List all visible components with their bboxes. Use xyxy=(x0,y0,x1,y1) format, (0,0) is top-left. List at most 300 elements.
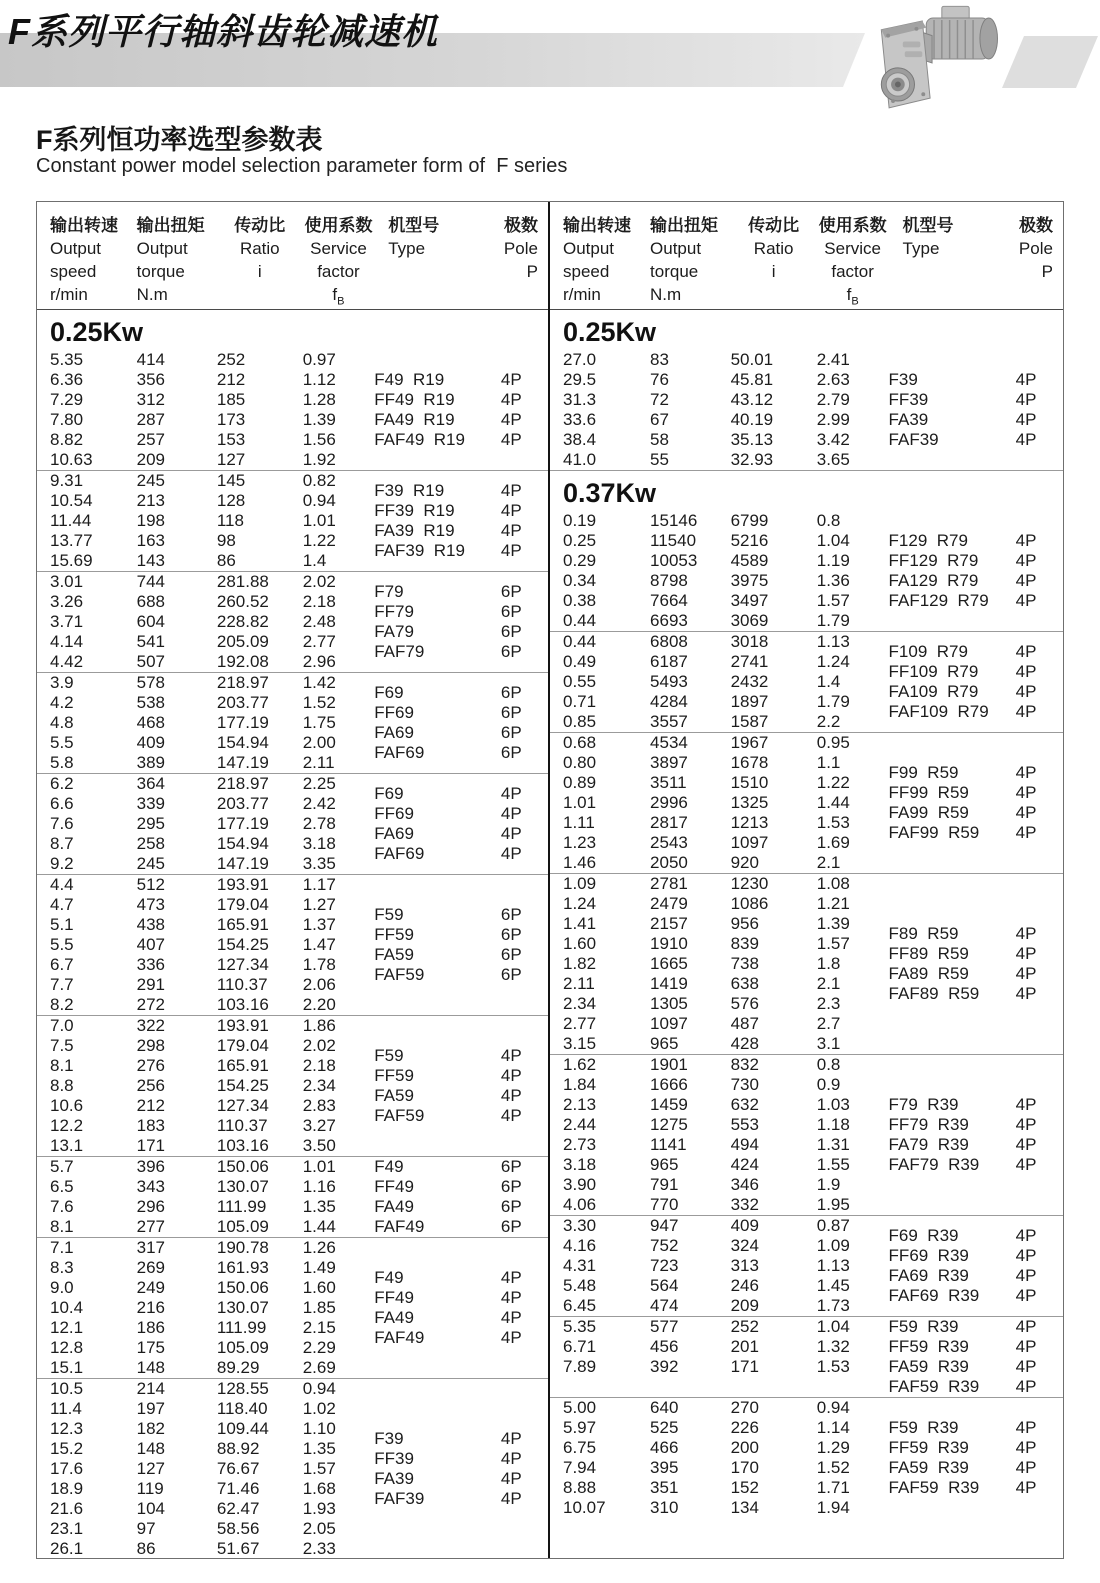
type-value: FAF49 xyxy=(374,1328,425,1347)
data-column xyxy=(731,1398,817,1518)
cell-value: 3.65 xyxy=(816,450,850,469)
pole-value: 4P xyxy=(500,784,522,803)
header-service-factor xyxy=(303,214,375,313)
cell-value: 1.22 xyxy=(816,773,850,792)
type-column xyxy=(889,511,1012,631)
cell-value: 1.44 xyxy=(302,1217,336,1236)
header-pole-unit: P xyxy=(1041,262,1053,281)
cell-value: 576 xyxy=(730,994,759,1013)
cell-value: 1.93 xyxy=(302,1499,336,1518)
type-value: FA59 xyxy=(374,1086,414,1105)
cell-value: 1.39 xyxy=(302,410,336,429)
cell-value: 541 xyxy=(136,632,166,651)
cell-value: 1910 xyxy=(650,934,688,953)
data-column xyxy=(731,1216,817,1316)
header-factor-zh: 使用系数 xyxy=(304,216,373,235)
cell-value: 1.53 xyxy=(816,813,850,832)
cell-value: 148 xyxy=(136,1358,166,1377)
pole-value: 4P xyxy=(500,501,522,520)
cell-value: 298 xyxy=(136,1036,166,1055)
type-value: FA99 R59 xyxy=(888,803,969,822)
data-column xyxy=(37,774,137,874)
type-column xyxy=(374,1238,497,1378)
type-value: FA69 xyxy=(374,824,414,843)
cell-value: 1.01 xyxy=(563,793,597,812)
cell-value: 1.26 xyxy=(302,1238,336,1257)
cell-value: 1.36 xyxy=(816,571,850,590)
cell-value: 473 xyxy=(136,895,166,914)
parameter-group xyxy=(37,773,548,874)
pole-value: 4P xyxy=(1015,1357,1037,1376)
data-column xyxy=(817,632,889,732)
pole-value: 4P xyxy=(500,1086,522,1105)
cell-value: 1.94 xyxy=(816,1498,850,1517)
cell-value: 346 xyxy=(730,1175,759,1194)
cell-value: 291 xyxy=(136,975,166,994)
data-column xyxy=(550,511,650,631)
factor-symbol: f xyxy=(332,285,338,304)
header-type xyxy=(374,214,497,313)
cell-value: 7.1 xyxy=(50,1238,74,1257)
cell-value: 55 xyxy=(650,450,669,469)
header-factor-unit xyxy=(817,283,889,313)
pole-value: 4P xyxy=(1015,1458,1037,1477)
header-torque-unit: N.m xyxy=(650,285,682,304)
cell-value: 2.78 xyxy=(302,814,336,833)
type-value: FA59 xyxy=(374,945,414,964)
cell-value: 2.83 xyxy=(302,1096,336,1115)
cell-value: 965 xyxy=(650,1034,679,1053)
data-column xyxy=(303,350,375,470)
cell-value: 165.91 xyxy=(216,1056,269,1075)
cell-value: 3.27 xyxy=(302,1116,336,1135)
cell-value: 310 xyxy=(650,1498,679,1517)
motor-body xyxy=(926,6,997,59)
power-section xyxy=(550,470,1063,1518)
pole-value: 4P xyxy=(1015,682,1037,701)
cell-value: 4.06 xyxy=(563,1195,597,1214)
pole-value: 4P xyxy=(1015,370,1037,389)
pole-value: 4P xyxy=(500,1429,522,1448)
cell-value: 2.44 xyxy=(563,1115,597,1134)
cell-value: 62.47 xyxy=(216,1499,260,1518)
cell-value: 51.67 xyxy=(216,1539,260,1558)
data-column xyxy=(303,875,375,1015)
parameter-group xyxy=(550,1397,1063,1518)
cell-value: 150.06 xyxy=(216,1278,269,1297)
table-body-right xyxy=(550,310,1063,1558)
cell-value: 7.94 xyxy=(563,1458,597,1477)
cell-value: 0.71 xyxy=(563,692,597,711)
cell-value: 351 xyxy=(650,1478,679,1497)
cell-value: 0.94 xyxy=(302,491,336,510)
cell-value: 86 xyxy=(136,1539,156,1558)
cell-value: 6.45 xyxy=(563,1296,597,1315)
pole-value: 4P xyxy=(1015,1418,1037,1437)
type-value: FAF89 R59 xyxy=(888,984,980,1003)
pole-value: 4P xyxy=(500,370,522,389)
gearmotor-product-photo xyxy=(852,2,1018,120)
cell-value: 5.97 xyxy=(563,1418,597,1437)
cell-value: 688 xyxy=(136,592,166,611)
cell-value: 791 xyxy=(650,1175,679,1194)
cell-value: 8.8 xyxy=(50,1076,74,1095)
cell-value: 11.4 xyxy=(50,1399,82,1418)
data-column xyxy=(550,874,650,1054)
data-column xyxy=(137,1016,217,1156)
factor-symbol: f xyxy=(846,285,852,304)
pole-column xyxy=(1012,350,1063,470)
type-value: FAF59 xyxy=(374,965,425,984)
cell-value: 638 xyxy=(730,974,759,993)
cell-value: 10.4 xyxy=(50,1298,84,1317)
cell-value: 270 xyxy=(730,1398,759,1417)
cell-value: 192.08 xyxy=(216,652,269,671)
cell-value: 322 xyxy=(136,1016,166,1035)
cell-value: 258 xyxy=(136,834,166,853)
data-column xyxy=(550,1055,650,1215)
type-value: FF39 R19 xyxy=(374,501,455,520)
cell-value: 98 xyxy=(216,531,236,550)
type-value: FAF79 R39 xyxy=(888,1155,980,1174)
page-subtitle: Constant power model selection parameter form of F series xyxy=(36,155,568,177)
cell-value: 2.20 xyxy=(302,995,336,1014)
cell-value: 41.0 xyxy=(563,450,597,469)
cell-value: 246 xyxy=(730,1276,759,1295)
data-column xyxy=(731,874,817,1054)
cell-value: 6.5 xyxy=(50,1177,74,1196)
cell-value: 1086 xyxy=(730,894,769,913)
pole-value: 4P xyxy=(1015,551,1037,570)
data-column xyxy=(217,572,303,672)
cell-value: 1665 xyxy=(650,954,688,973)
cell-value: 414 xyxy=(136,350,166,369)
cell-value: 193.91 xyxy=(216,875,269,894)
cell-value: 8798 xyxy=(650,571,688,590)
cell-value: 2.34 xyxy=(563,994,597,1013)
header-pole-en1: Pole xyxy=(503,239,538,258)
cell-value: 1.75 xyxy=(302,713,336,732)
cell-value: 1.45 xyxy=(816,1276,850,1295)
cell-value: 317 xyxy=(136,1238,166,1257)
data-column xyxy=(217,1016,303,1156)
cell-value: 2.69 xyxy=(302,1358,336,1377)
header-ratio-unit: i xyxy=(257,262,262,281)
cell-value: 128.55 xyxy=(216,1379,269,1398)
cell-value: 456 xyxy=(650,1337,679,1356)
pole-value: 4P xyxy=(1015,1155,1037,1174)
cell-value: 395 xyxy=(650,1458,679,1477)
cell-value: 4589 xyxy=(730,551,769,570)
cell-value: 40.19 xyxy=(730,410,774,429)
cell-value: 2.1 xyxy=(816,853,841,872)
cell-value: 103.16 xyxy=(216,995,269,1014)
data-column xyxy=(217,774,303,874)
cell-value: 0.38 xyxy=(563,591,597,610)
cell-value: 1.21 xyxy=(816,894,850,913)
header-ratio xyxy=(217,214,303,313)
cell-value: 1230 xyxy=(730,874,769,893)
cell-value: 209 xyxy=(136,450,166,469)
cell-value: 76.67 xyxy=(216,1459,260,1478)
cell-value: 1.56 xyxy=(302,430,336,449)
cell-value: 1.60 xyxy=(563,934,597,953)
cell-value: 0.89 xyxy=(563,773,597,792)
pole-value: 6P xyxy=(500,703,522,722)
cell-value: 200 xyxy=(730,1438,759,1457)
cell-value: 1.71 xyxy=(816,1478,850,1497)
cell-value: 10.54 xyxy=(50,491,93,510)
parameter-group xyxy=(550,511,1063,631)
cell-value: 0.97 xyxy=(302,350,336,369)
cell-value: 257 xyxy=(136,430,166,449)
data-column xyxy=(303,774,375,874)
cell-value: 3.42 xyxy=(816,430,850,449)
header-speed-unit: r/min xyxy=(563,285,601,304)
cell-value: 0.25 xyxy=(563,531,597,550)
cell-value: 153 xyxy=(216,430,246,449)
data-column xyxy=(217,875,303,1015)
cell-value: 3.50 xyxy=(302,1136,336,1155)
cell-value: 31.3 xyxy=(563,390,597,409)
cell-value: 175 xyxy=(136,1338,166,1357)
data-column xyxy=(137,1238,217,1378)
cell-value: 1.8 xyxy=(816,954,841,973)
cell-value: 577 xyxy=(650,1317,679,1336)
data-column xyxy=(731,511,817,631)
cell-value: 249 xyxy=(136,1278,166,1297)
cell-value: 33.6 xyxy=(563,410,597,429)
parameter-group xyxy=(37,1378,548,1559)
cell-value: 8.7 xyxy=(50,834,74,853)
cell-value: 424 xyxy=(730,1155,759,1174)
cell-value: 1.13 xyxy=(816,632,850,651)
pole-value: 6P xyxy=(500,945,522,964)
type-value: FAF59 xyxy=(374,1106,425,1125)
type-value: FF49 xyxy=(374,1177,414,1196)
cell-value: 5.1 xyxy=(50,915,74,934)
pole-value: 4P xyxy=(1015,1438,1037,1457)
cell-value: 2.48 xyxy=(302,612,336,631)
cell-value: 12.3 xyxy=(50,1419,84,1438)
cell-value: 83 xyxy=(650,350,669,369)
pole-value: 4P xyxy=(1015,1095,1037,1114)
cell-value: 1.57 xyxy=(302,1459,336,1478)
header-speed-zh: 输出转速 xyxy=(50,216,118,235)
data-column xyxy=(137,572,217,672)
pole-value: 4P xyxy=(1015,410,1037,429)
cell-value: 5.5 xyxy=(50,935,74,954)
cell-value: 744 xyxy=(136,572,166,591)
cell-value: 2.99 xyxy=(816,410,850,429)
cell-value: 2.02 xyxy=(302,1036,336,1055)
data-column xyxy=(217,350,303,470)
cell-value: 3.18 xyxy=(302,834,336,853)
table-left-half xyxy=(37,202,550,1558)
cell-value: 21.6 xyxy=(50,1499,84,1518)
type-value: F59 xyxy=(374,1046,404,1065)
pole-value: 6P xyxy=(500,1177,522,1196)
cell-value: 276 xyxy=(136,1056,166,1075)
header-speed-unit: r/min xyxy=(50,285,88,304)
cell-value: 0.29 xyxy=(563,551,597,570)
cell-value: 0.68 xyxy=(563,733,597,752)
type-column xyxy=(889,632,1012,732)
type-column xyxy=(889,874,1012,1054)
cell-value: 190.78 xyxy=(216,1238,269,1257)
cell-value: 281.88 xyxy=(216,572,269,591)
cell-value: 1097 xyxy=(730,833,769,852)
cell-value: 8.3 xyxy=(50,1258,74,1277)
pole-column xyxy=(497,673,548,773)
cell-value: 12.8 xyxy=(50,1338,84,1357)
cell-value: 97 xyxy=(136,1519,156,1538)
header-type-en1: Type xyxy=(388,239,426,258)
header-ratio-en1: Ratio xyxy=(239,239,280,258)
cell-value: 6187 xyxy=(650,652,688,671)
cell-value: 1305 xyxy=(650,994,688,1013)
pole-column xyxy=(497,774,548,874)
pole-value: 4P xyxy=(1015,1246,1037,1265)
pole-value: 4P xyxy=(500,1066,522,1085)
parameter-group xyxy=(550,1054,1063,1215)
cell-value: 336 xyxy=(136,955,166,974)
cell-value: 4.14 xyxy=(50,632,84,651)
data-column xyxy=(37,572,137,672)
type-column xyxy=(374,774,497,874)
cell-value: 1.85 xyxy=(302,1298,336,1317)
power-rating-label: 0.37Kw xyxy=(563,478,657,508)
cell-value: 1.4 xyxy=(302,551,327,570)
cell-value: 0.82 xyxy=(302,471,336,490)
pole-value: 6P xyxy=(500,1197,522,1216)
cell-value: 604 xyxy=(136,612,166,631)
pole-value: 4P xyxy=(1015,763,1037,782)
type-value: F59 xyxy=(374,905,404,924)
type-value: FA39 R19 xyxy=(374,521,455,540)
data-column xyxy=(137,774,217,874)
type-value: FA49 R19 xyxy=(374,410,455,429)
cell-value: 2.41 xyxy=(816,350,850,369)
cell-value: 104 xyxy=(136,1499,166,1518)
data-column xyxy=(650,632,731,732)
parameter-group xyxy=(550,873,1063,1054)
data-column xyxy=(650,1398,731,1518)
header-pole xyxy=(497,214,548,313)
type-value: FA79 xyxy=(374,622,414,641)
type-value: FAF69 xyxy=(374,743,425,762)
cell-value: 86 xyxy=(216,551,236,570)
parameter-group xyxy=(37,571,548,672)
cell-value: 161.93 xyxy=(216,1258,269,1277)
cell-value: 1.04 xyxy=(816,531,850,550)
cell-value: 10.5 xyxy=(50,1379,84,1398)
cell-value: 0.85 xyxy=(563,712,597,731)
cell-value: 8.1 xyxy=(50,1217,74,1236)
cell-value: 632 xyxy=(730,1095,759,1114)
cell-value: 2050 xyxy=(650,853,688,872)
cell-value: 4.16 xyxy=(563,1236,597,1255)
cell-value: 494 xyxy=(730,1135,759,1154)
type-column xyxy=(374,471,497,571)
type-value: F99 R59 xyxy=(888,763,959,782)
cell-value: 723 xyxy=(650,1256,679,1275)
cell-value: 0.44 xyxy=(563,611,597,630)
type-value: FA59 R39 xyxy=(888,1458,969,1477)
cell-value: 3.18 xyxy=(563,1155,597,1174)
header-ratio-zh: 传动比 xyxy=(748,216,800,235)
type-value: FF89 R59 xyxy=(888,944,969,963)
cell-value: 13.77 xyxy=(50,531,93,550)
cell-value: 130.07 xyxy=(216,1177,269,1196)
cell-value: 11.44 xyxy=(50,511,92,530)
data-column xyxy=(817,1398,889,1518)
cell-value: 89.29 xyxy=(216,1358,260,1377)
cell-value: 1459 xyxy=(650,1095,688,1114)
cell-value: 5493 xyxy=(650,672,688,691)
type-value: FF59 xyxy=(374,925,414,944)
pole-column xyxy=(1012,1317,1063,1397)
cell-value: 186 xyxy=(136,1318,166,1337)
type-value: FA59 R39 xyxy=(888,1357,969,1376)
data-column xyxy=(731,350,817,470)
cell-value: 3.35 xyxy=(302,854,336,873)
cell-value: 832 xyxy=(730,1055,759,1074)
cell-value: 2.05 xyxy=(302,1519,336,1538)
cell-value: 245 xyxy=(136,854,166,873)
type-value: FF59 xyxy=(374,1066,414,1085)
data-column xyxy=(550,1216,650,1316)
type-value: FAF109 R79 xyxy=(888,702,989,721)
cell-value: 2543 xyxy=(650,833,688,852)
cell-value: 128 xyxy=(216,491,246,510)
cell-value: 339 xyxy=(136,794,166,813)
pole-value: 4P xyxy=(500,804,522,823)
type-value: FA69 xyxy=(374,723,414,742)
type-value: FAF129 R79 xyxy=(888,591,989,610)
data-column xyxy=(217,1157,303,1237)
header-factor-zh: 使用系数 xyxy=(818,216,887,235)
cell-value: 3.30 xyxy=(563,1216,597,1235)
cell-value: 2.11 xyxy=(302,753,335,772)
cell-value: 7.5 xyxy=(50,1036,74,1055)
cell-value: 154.94 xyxy=(216,733,269,752)
power-section xyxy=(37,310,548,1559)
parameter-group xyxy=(37,1156,548,1237)
cell-value: 2741 xyxy=(730,652,769,671)
type-value: F39 xyxy=(374,1429,404,1448)
cell-value: 3.1 xyxy=(816,1034,841,1053)
pole-value: 4P xyxy=(1015,1377,1037,1396)
data-column xyxy=(303,1379,375,1559)
cell-value: 173 xyxy=(216,410,246,429)
cell-value: 8.88 xyxy=(563,1478,597,1497)
header-pole-unit: P xyxy=(526,262,538,281)
cell-value: 2.29 xyxy=(302,1338,336,1357)
cell-value: 1.19 xyxy=(816,551,850,570)
cell-value: 1.09 xyxy=(563,874,597,893)
header-speed-zh: 输出转速 xyxy=(563,216,631,235)
cell-value: 67 xyxy=(650,410,669,429)
type-value: FAF59 R39 xyxy=(888,1478,980,1497)
cell-value: 209 xyxy=(730,1296,759,1315)
pole-value: 4P xyxy=(500,1308,522,1327)
pole-value: 6P xyxy=(500,723,522,742)
data-column xyxy=(217,471,303,571)
pole-value: 4P xyxy=(1015,1286,1037,1305)
factor-symbol-sub: B xyxy=(851,295,859,308)
cell-value: 5.5 xyxy=(50,733,74,752)
